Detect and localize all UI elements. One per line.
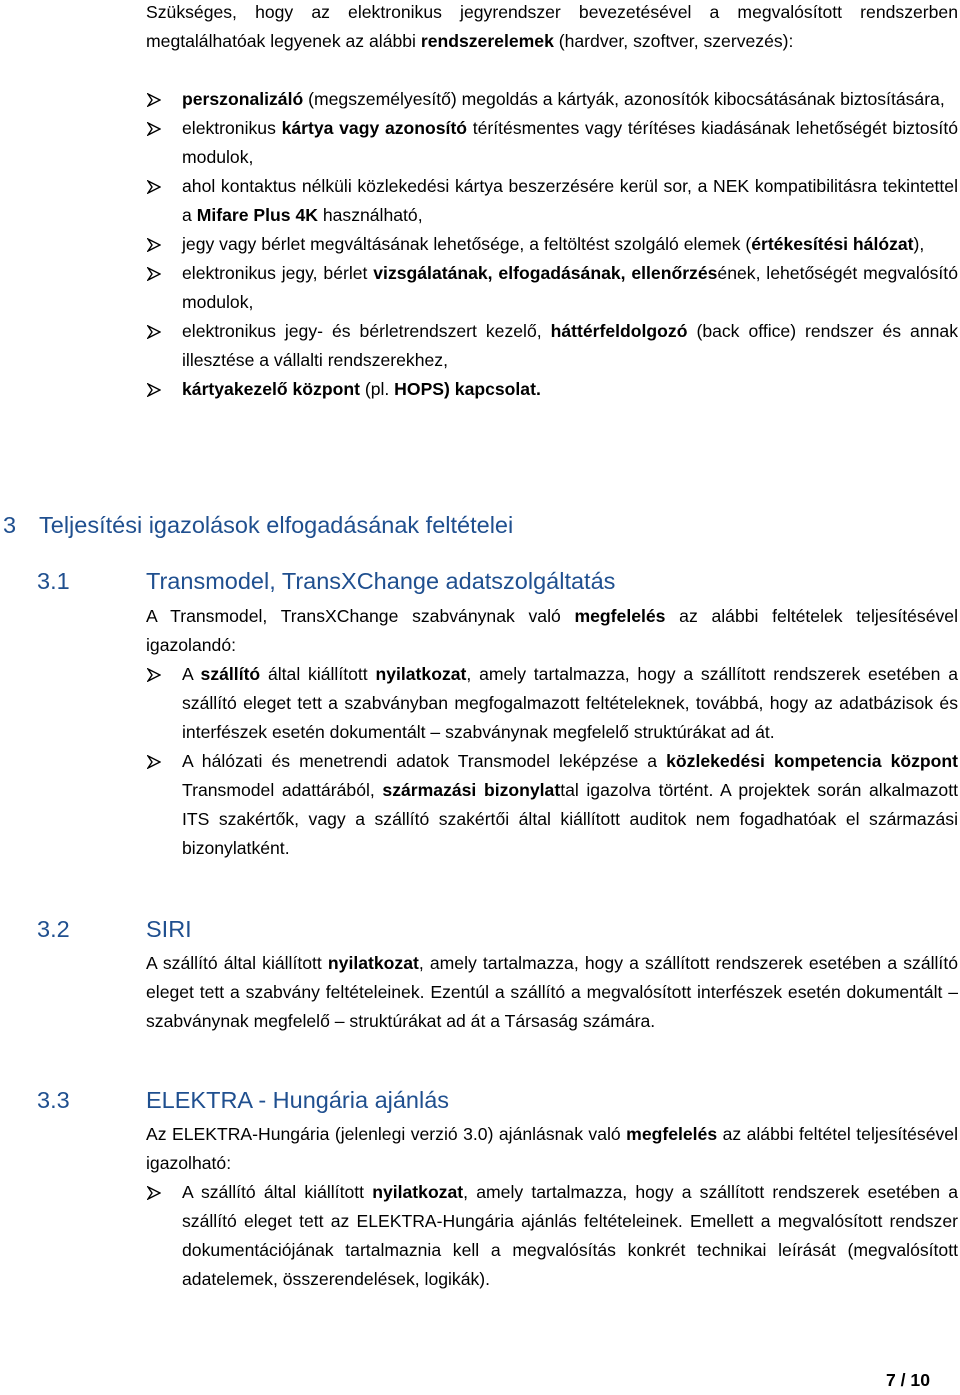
bold-text-segment: nyilatkozat: [375, 664, 467, 684]
bold-text-segment: nyilatkozat: [327, 953, 419, 973]
text-segment: az alábbi feltétel teljesítésével igazolható:: [146, 1124, 958, 1173]
list-item-text: [182, 234, 924, 254]
text-segment: jegy vagy bérlet megváltásának lehetősége, a feltöltést szolgáló elemek (: [182, 234, 752, 254]
bold-text-segment: Mifare Plus 4K: [196, 205, 318, 225]
section-title: Teljesítési igazolások elfogadásának feltételei: [39, 512, 514, 538]
list-item: [146, 375, 958, 404]
section-title: SIRI: [146, 916, 192, 942]
list-item-text: [182, 664, 958, 742]
list-item: [146, 114, 958, 172]
list-item: [146, 85, 958, 114]
list-item-text: [182, 176, 958, 225]
text-segment: használható,: [317, 205, 423, 225]
arrowhead-bullet-icon: [146, 259, 166, 288]
section-title: ELEKTRA - Hungária ajánlás: [146, 1087, 450, 1113]
text-segment: (pl.: [359, 379, 395, 399]
text-segment: A hálózati és menetrendi adatok Transmodel leképzése a: [182, 751, 667, 771]
text-segment: elektronikus jegy, bérlet: [182, 263, 374, 283]
list-item: [146, 230, 958, 259]
text-segment: , amely tartalmazza, hogy a szállított rendszerek esetében a szállító eleget tett a szabvány feltételeinek. Ezentúl a szállító a megvalósított interfészek esetén dokumentált – szabványnak megfelelő – struktúrákat ad át a Társaság számára.: [146, 953, 958, 1031]
list-item-text: [182, 751, 958, 858]
list-item: [146, 172, 958, 230]
text-segment: az alábbi feltételek teljesítésével igazolandó:: [146, 606, 958, 655]
bold-text-segment: származási bizonylat: [382, 780, 561, 800]
section-3-2-paragraph: [146, 949, 958, 1036]
text-segment: Az ELEKTRA-Hungária (jelenlegi verzió 3.0) ajánlásnak való: [146, 1124, 627, 1144]
text-segment: , amely tartalmazza, hogy a szállított rendszerek esetében a szállító eleget tett a szabványban megfogalmazott feltételeknek, továbbá, hogy az adatbázisok és interfészek esetén dokumentált – szabványnak megfelelő struktúrákat ad át.: [182, 664, 958, 742]
page-number: 7 / 10: [885, 1370, 930, 1390]
text-segment: A szállító által kiállított: [182, 1182, 373, 1202]
intro-paragraph: [146, 0, 958, 56]
arrowhead-bullet-icon: [146, 317, 166, 346]
section-number: 3.1: [37, 568, 70, 594]
text-segment: elektronikus jegy- és bérletrendszert kezelő,: [182, 321, 551, 341]
section-3-3-paragraph: [146, 1120, 958, 1178]
bold-text-segment: szállító: [200, 664, 261, 684]
text-segment: Szükséges, hogy az elektronikus jegyrendszer bevezetésével a megvalósított rendszerben megtalálhatóak legyenek az alábbi: [146, 2, 958, 51]
list-item: [146, 747, 958, 863]
arrowhead-bullet-icon: [146, 1178, 166, 1207]
arrowhead-bullet-icon: [146, 85, 166, 114]
text-segment: ),: [913, 234, 925, 254]
bold-text-segment: kártya vagy azonosító: [281, 118, 468, 138]
bold-text-segment: nyilatkozat: [372, 1182, 464, 1202]
text-segment: Transmodel adattárából,: [182, 780, 383, 800]
bold-text-segment: kártyakezelő központ: [182, 379, 360, 399]
section-number: 3: [3, 512, 17, 538]
text-segment: által kiállított: [260, 664, 376, 684]
section-number: 3.3: [37, 1087, 70, 1113]
list-item-text: [182, 1182, 958, 1289]
section-3-heading: [3, 512, 513, 539]
section-3-3-heading: [37, 1087, 449, 1114]
bold-text-segment: megfelelés: [574, 606, 666, 626]
arrowhead-bullet-icon: [146, 660, 166, 689]
list-item-text: [182, 321, 958, 370]
bold-text-segment: háttérfeldolgozó: [550, 321, 688, 341]
section-3-3-list: [146, 1178, 958, 1294]
list-item: [146, 660, 958, 747]
text-segment: ének, lehetőségét megvalósító modulok,: [182, 263, 958, 312]
text-segment: A Transmodel, TransXChange szabványnak való: [146, 606, 575, 626]
arrowhead-bullet-icon: [146, 114, 166, 143]
text-segment: (back office) rendszer és annak illesztése a vállalti rendszerekhez,: [182, 321, 958, 370]
text-segment: térítésmentes vagy térítéses kiadásának lehetőségét biztosító modulok,: [182, 118, 958, 167]
section-3-1-list: [146, 660, 958, 863]
text-segment: (hardver, szoftver, szervezés):: [553, 31, 794, 51]
section-title: Transmodel, TransXChange adatszolgáltatás: [146, 568, 616, 594]
list-item: [146, 317, 958, 375]
list-item: [146, 1178, 958, 1294]
list-item-text: [182, 118, 958, 167]
bold-text-segment: HOPS) kapcsolat.: [394, 379, 541, 399]
arrowhead-bullet-icon: [146, 747, 166, 776]
arrowhead-bullet-icon: [146, 375, 166, 404]
text-segment: ahol kontaktus nélküli közlekedési kártya beszerzésére kerül sor, a NEK kompatibilitásra tekintettel a: [182, 176, 958, 225]
bold-text-segment: vizsgálatának, elfogadásának, ellenőrzés: [373, 263, 718, 283]
text-segment: , amely tartalmazza, hogy a szállított rendszerek esetében a szállító eleget tett az ELEKTRA-Hungária ajánlás feltételeinek. Emellett a megvalósított rendszer dokumentációjának tartalmaznia kell a megvalósítás konkrét technikai leírását (megvalósított adatelemek, összerendelések, logikák).: [182, 1182, 958, 1289]
bold-text-segment: értékesítési hálózat: [751, 234, 914, 254]
text-segment: A szállító által kiállított: [146, 953, 328, 973]
bold-text-segment: rendszerelemek: [420, 31, 554, 51]
text-segment: tal igazolva történt. A projektek során alkalmazott ITS szakértők, vagy a szállító szakértői által kiállított auditok nem fogadhatóak el származási bizonylatként.: [182, 780, 958, 858]
bold-text-segment: megfelelés: [626, 1124, 718, 1144]
section-3-2-heading: [37, 916, 192, 943]
text-segment: (megszemélyesítő) megoldás a kártyák, azonosítók kibocsátásának biztosítására,: [303, 89, 945, 109]
bold-text-segment: közlekedési kompetencia központ: [666, 751, 958, 771]
list-item-text: [182, 379, 541, 399]
text-segment: elektronikus: [182, 118, 282, 138]
text-segment: A: [182, 664, 201, 684]
bold-text-segment: perszonalizáló: [182, 89, 304, 109]
list-item-text: [182, 89, 945, 109]
section-number: 3.2: [37, 916, 70, 942]
arrowhead-bullet-icon: [146, 172, 166, 201]
arrowhead-bullet-icon: [146, 230, 166, 259]
section-3-1-heading: [37, 568, 615, 595]
list-item: [146, 259, 958, 317]
section-3-1-paragraph: [146, 602, 958, 660]
list-item-text: [182, 263, 958, 312]
system-elements-list: [146, 85, 958, 404]
